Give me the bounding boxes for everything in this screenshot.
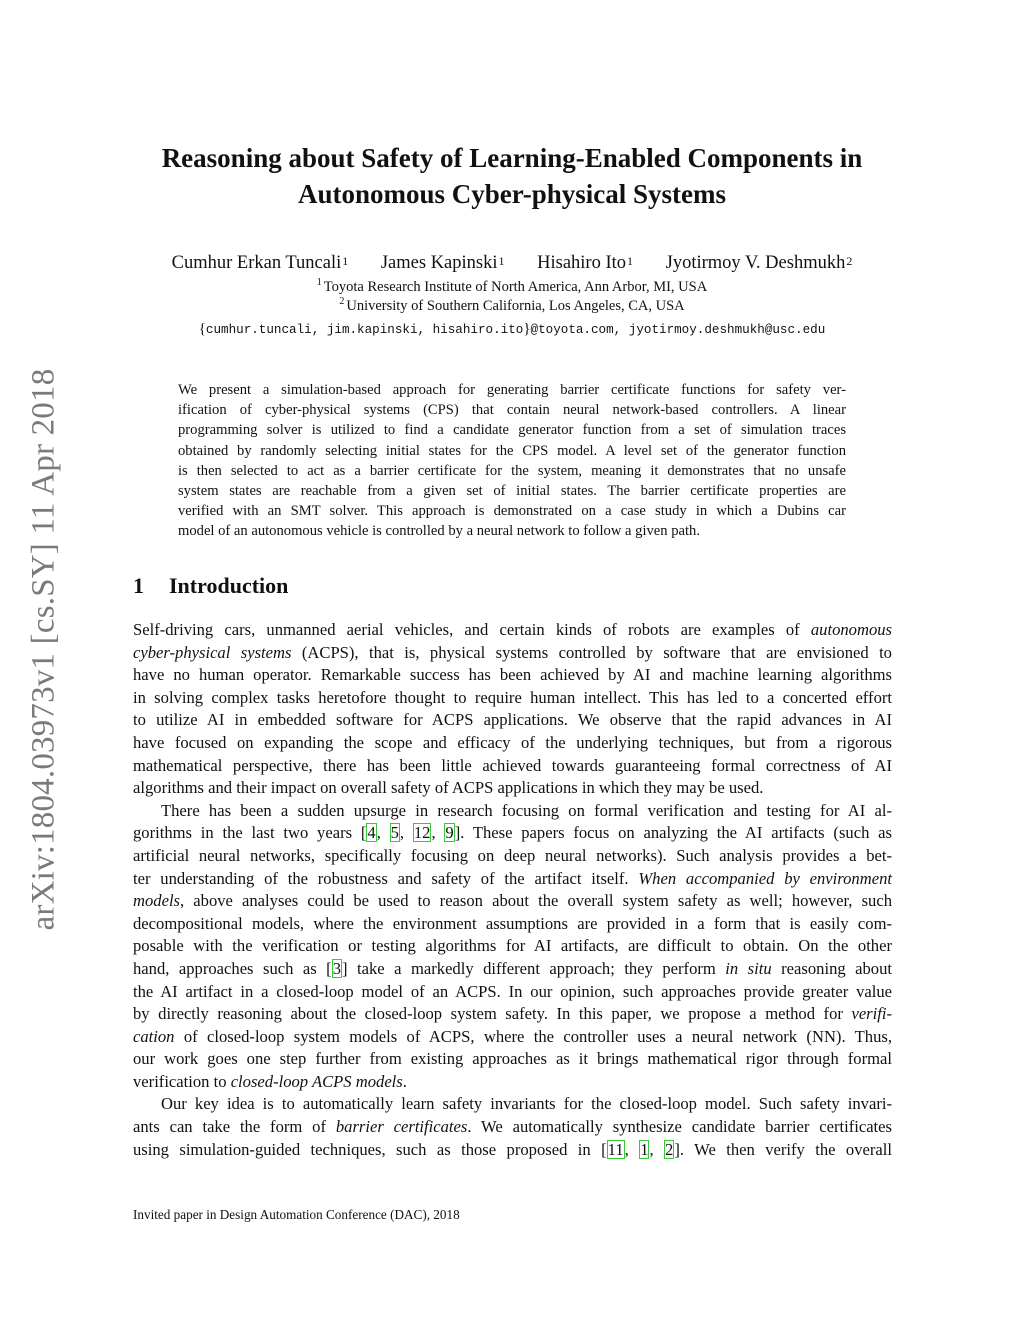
author-name: Hisahiro Ito (537, 253, 627, 273)
abstract-line: We present a simulation-based approach for generating barrier certificate functions for safety ver- (178, 382, 846, 398)
abstract-line: verified with an SMT solver. This approach is demonstrated on a case study in which a Dubins car (178, 503, 846, 520)
text-line: There has been a sudden upsurge in research focusing on formal verification and testing for AI al- (161, 800, 892, 820)
author (381, 251, 505, 276)
citation-link[interactable]: 12 (413, 823, 431, 843)
text-line: mathematical perspective, there has been little achieved towards guaranteeing formal correctness of AI (133, 755, 892, 775)
text-line: Our key idea is to automatically learn safety invariants for the closed-loop model. Such safety invari- (161, 1094, 892, 1114)
arxiv-identifier-stamp (14, 354, 74, 944)
text-line: verification to closed-loop ACPS models. (133, 1071, 407, 1091)
text-line: posable with the verification or testing algorithms for AI artifacts, are difficult to obtain. On the other (133, 936, 892, 956)
text-line: have no human operator. Remarkable success has been achieved by AI and machine learning algorithms (133, 665, 892, 685)
abstract-line: ification of cyber-physical systems (CPS) that contain neural network-based controllers. A linear (178, 402, 846, 419)
arxiv-stamp-text: arXiv:1804.03973v1 [cs.SY] 11 Apr 2018 (25, 368, 62, 930)
abstract-line: model of an autonomous vehicle is controlled by a neural network to follow a given path. (178, 523, 700, 540)
affiliation (0, 278, 1024, 297)
title-line-2: Autonomous Cyber-physical Systems (297, 179, 727, 209)
author-affiliation-mark: 1 (498, 254, 505, 268)
body-text (133, 619, 892, 1161)
title-line-1: Reasoning about Safety of Learning-Enabled Components in (161, 143, 863, 173)
text-line: our work goes one step further from existing approaches as it brings mathematical rigor through formal (133, 1049, 892, 1069)
author (172, 251, 349, 276)
author-list (0, 251, 1024, 276)
footnote: Invited paper in Design Automation Conference (DAC), 2018 (133, 1207, 460, 1222)
affiliation-text: University of Southern California, Los Angeles, CA, USA (346, 298, 685, 314)
text-line: the AI artifact in a closed-loop model of an ACPS. In our opinion, such approaches provide greater value (133, 981, 892, 1001)
author-name: Cumhur Erkan Tuncali (171, 253, 342, 273)
section-heading (133, 572, 288, 600)
text-line: gorithms in the last two years [4, 5, 12, 9]. These papers focus on analyzing the AI artifacts (such as (133, 823, 892, 843)
affiliation-list (0, 278, 1024, 316)
author (666, 251, 853, 276)
author-affiliation-mark: 1 (342, 254, 349, 268)
text-line: to utilize AI in embedded software for ACPS applications. We observe that the rapid advances in AI (133, 710, 892, 730)
section-number: 1 (133, 573, 144, 598)
abstract-line: is then selected to act as a barrier certificate for the system, meaning it demonstrates that no unsafe (178, 462, 846, 479)
text-line: by directly reasoning about the closed-loop system safety. In this paper, we propose a method for verifi- (133, 1004, 892, 1024)
affiliation-mark: 1 (316, 277, 322, 289)
text-line: cyber-physical systems (ACPS), that is, physical systems controlled by software that are envisioned to (133, 642, 892, 662)
author-name: James Kapinski (380, 253, 498, 273)
text-line: decompositional models, where the environment assumptions are provided in a form that is easily com- (133, 913, 892, 933)
citation-link[interactable]: 1 (640, 1139, 649, 1159)
text-line: have focused on expanding the scope and efficacy of the underlying techniques, but from a rigorous (133, 732, 892, 752)
text-line: ter understanding of the robustness and safety of the artifact itself. When accompanied by environment (133, 868, 892, 888)
email-usernames: cumhur.tuncali, jim.kapinski, hisahiro.ito (205, 323, 524, 337)
affiliation-text: Toyota Research Institute of North America, Ann Arbor, MI, USA (323, 279, 708, 295)
author-name: Jyotirmoy V. Deshmukh (665, 253, 846, 273)
author-affiliation-mark: 1 (627, 254, 634, 268)
text-line: models, above analyses could be used to reason about the overall system safety as well; however, such (133, 891, 892, 911)
citation-link[interactable]: 4 (367, 823, 376, 843)
text-line: Self-driving cars, unmanned aerial vehicles, and certain kinds of robots are examples of autonomous (133, 620, 892, 639)
author-affiliation-mark: 2 (846, 254, 853, 268)
email-domains: @toyota.com, jyotirmoy.deshmukh@usc.edu (530, 323, 826, 337)
text-line: hand, approaches such as [3] take a markedly different approach; they perform in situ reasoning about (133, 958, 893, 978)
citation-link[interactable]: 9 (445, 823, 454, 843)
section-title: Introduction (169, 573, 289, 598)
abstract-line: system states are reachable from a given set of initial states. The barrier certificate properties are (178, 483, 846, 500)
text-line: algorithms and their impact on overall safety of ACPS applications in which they may be used. (133, 778, 764, 798)
text-line: using simulation-guided techniques, such as those proposed in [11, 1, 2]. We then verify the overall (133, 1139, 892, 1159)
text-line: artificial neural networks, specifically focusing on deep neural networks). Such analysis provides a bet- (133, 845, 892, 865)
affiliation (0, 297, 1024, 316)
text-line: cation of closed-loop system models of ACPS, where the controller uses a neural network (NN). Thus, (133, 1026, 892, 1046)
abstract-line: obtained by randomly selecting initial states for the CPS model. A level set of the generator function (178, 442, 846, 459)
paper-title (0, 140, 1024, 212)
abstract-line: programming solver is utilized to find a candidate generator function from a set of simulation traces (178, 422, 846, 439)
text-line: in solving complex tasks heretofore thought to require human intellect. This has led to a concerted effort (133, 687, 892, 707)
author-emails (0, 320, 1024, 339)
author (537, 251, 633, 276)
email-brace-open: { (198, 321, 206, 337)
citation-link[interactable]: 2 (665, 1139, 674, 1159)
citation-link[interactable]: 5 (390, 823, 399, 843)
citation-link[interactable]: 11 (607, 1139, 624, 1159)
text-line: ants can take the form of barrier certificates. We automatically synthesize candidate barrier certificates (133, 1117, 892, 1137)
citation-link[interactable]: 3 (332, 958, 342, 978)
affiliation-mark: 2 (339, 296, 345, 308)
email-brace-close: } (523, 321, 531, 337)
abstract (178, 380, 846, 542)
